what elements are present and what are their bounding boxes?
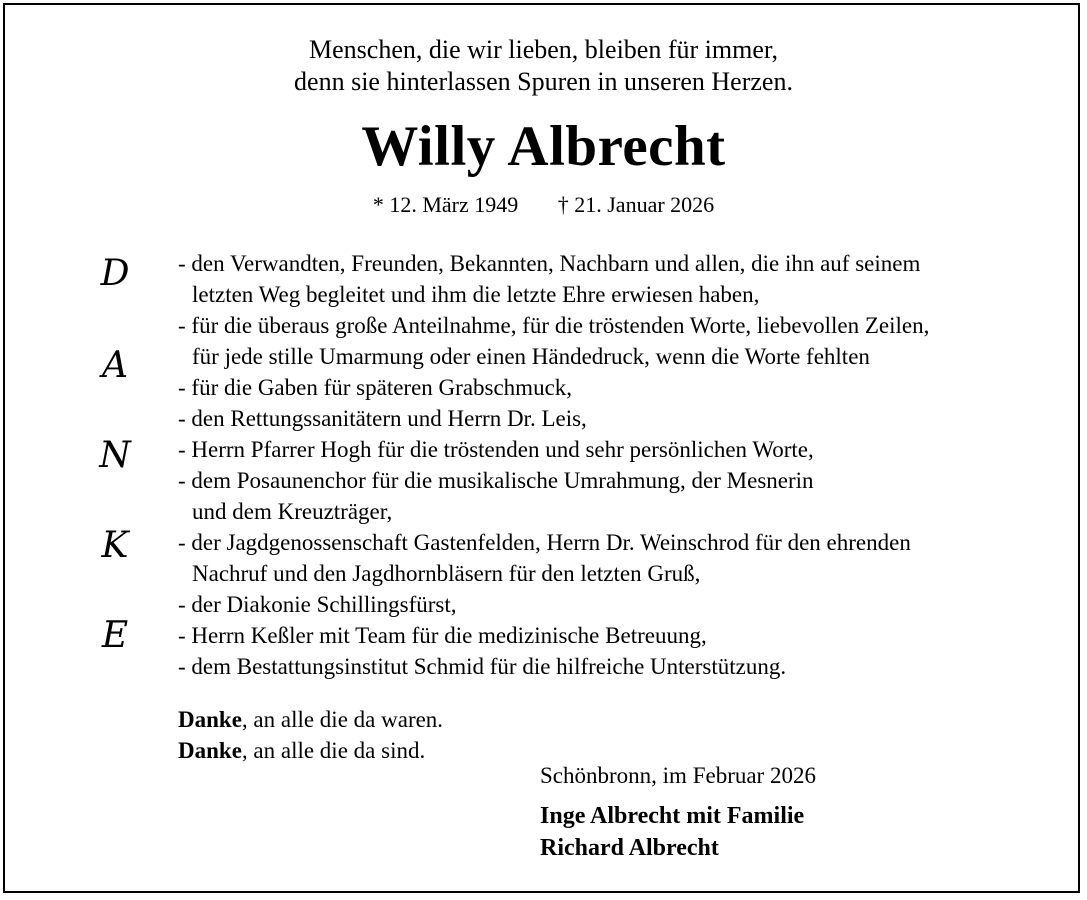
thanks-item	[178, 465, 1078, 527]
signer-2: Richard Albrecht	[540, 835, 719, 861]
thanks-item	[178, 589, 1078, 620]
motto-line-1: Menschen, die wir lieben, bleiben für immer,	[309, 35, 778, 64]
thanks-item-line: - für die überaus große Anteilnahme, für die tröstenden Worte, liebevollen Zeilen,	[178, 313, 930, 338]
thanks-item-line: - den Verwandten, Freunden, Bekannten, Nachbarn und allen, die ihn auf seinem	[178, 251, 921, 276]
danke-letter-n: N	[99, 435, 131, 476]
thanks-item-line: - Herrn Pfarrer Hogh für die tröstenden und sehr persönlichen Worte,	[178, 437, 814, 462]
thanks-item-line: - Herrn Keßler mit Team für die medizinische Betreuung,	[178, 623, 707, 648]
motto	[0, 34, 1087, 98]
thanks-item	[178, 651, 1078, 682]
thanks-item	[178, 434, 1078, 465]
danke-letter-d: D	[100, 253, 130, 294]
thanks-list	[178, 248, 1078, 682]
danke-letter-a: A	[102, 345, 128, 386]
deceased-name: Willy Albrecht	[361, 115, 726, 178]
thanks-item	[178, 403, 1078, 434]
thanks-item-continuation: letzten Weg begleitet und ihm die letzte Ehre erwiesen haben,	[192, 282, 760, 307]
signer-1: Inge Albrecht mit Familie	[540, 803, 805, 829]
danke-letter-k: K	[101, 525, 129, 566]
birth-date: * 12. März 1949	[372, 192, 519, 217]
closing-text-2: , an alle die da sind.	[241, 738, 426, 763]
closing-line-2	[178, 735, 443, 766]
thanks-item	[178, 372, 1078, 403]
thanks-item-line: - dem Posaunenchor für die musikalische Umrahmung, der Mesnerin	[178, 468, 814, 493]
thanks-item-continuation: Nachruf und den Jagdhornbläsern für den letzten Gruß,	[192, 561, 701, 586]
closing-line-1	[178, 704, 443, 735]
thanks-item-line: - für die Gaben für späteren Grabschmuck,	[178, 375, 573, 400]
thanks-item	[178, 527, 1078, 589]
thanks-item	[178, 620, 1078, 651]
danke-letter-e: E	[101, 615, 129, 656]
closing-lines	[178, 704, 443, 766]
thanks-item	[178, 310, 1078, 372]
closing-danke-1: Danke	[178, 707, 242, 732]
thanks-item-continuation: und dem Kreuzträger,	[192, 499, 393, 524]
thanks-item-line: - der Jagdgenossenschaft Gastenfelden, Herrn Dr. Weinschrod für den ehrenden	[178, 530, 911, 555]
thanks-item	[178, 248, 1078, 310]
motto-line-2: denn sie hinterlassen Spuren in unseren Herzen.	[294, 67, 793, 96]
signers	[540, 800, 804, 864]
thanks-item-line: - dem Bestattungsinstitut Schmid für die hilfreiche Unterstützung.	[178, 654, 787, 679]
thanks-item-line: - den Rettungssanitätern und Herrn Dr. Leis,	[178, 406, 587, 431]
life-dates	[0, 190, 1087, 220]
closing-danke-2: Danke	[178, 738, 242, 763]
thanks-item-continuation: für jede stille Umarmung oder einen Händedruck, wenn die Worte fehlten	[192, 344, 870, 369]
thanks-item-line: - der Diakonie Schillingsfürst,	[178, 592, 457, 617]
closing-text-1: , an alle die da waren.	[241, 707, 444, 732]
death-date: † 21. Januar 2026	[557, 192, 715, 217]
place-date: Schönbronn, im Februar 2026	[540, 763, 816, 788]
